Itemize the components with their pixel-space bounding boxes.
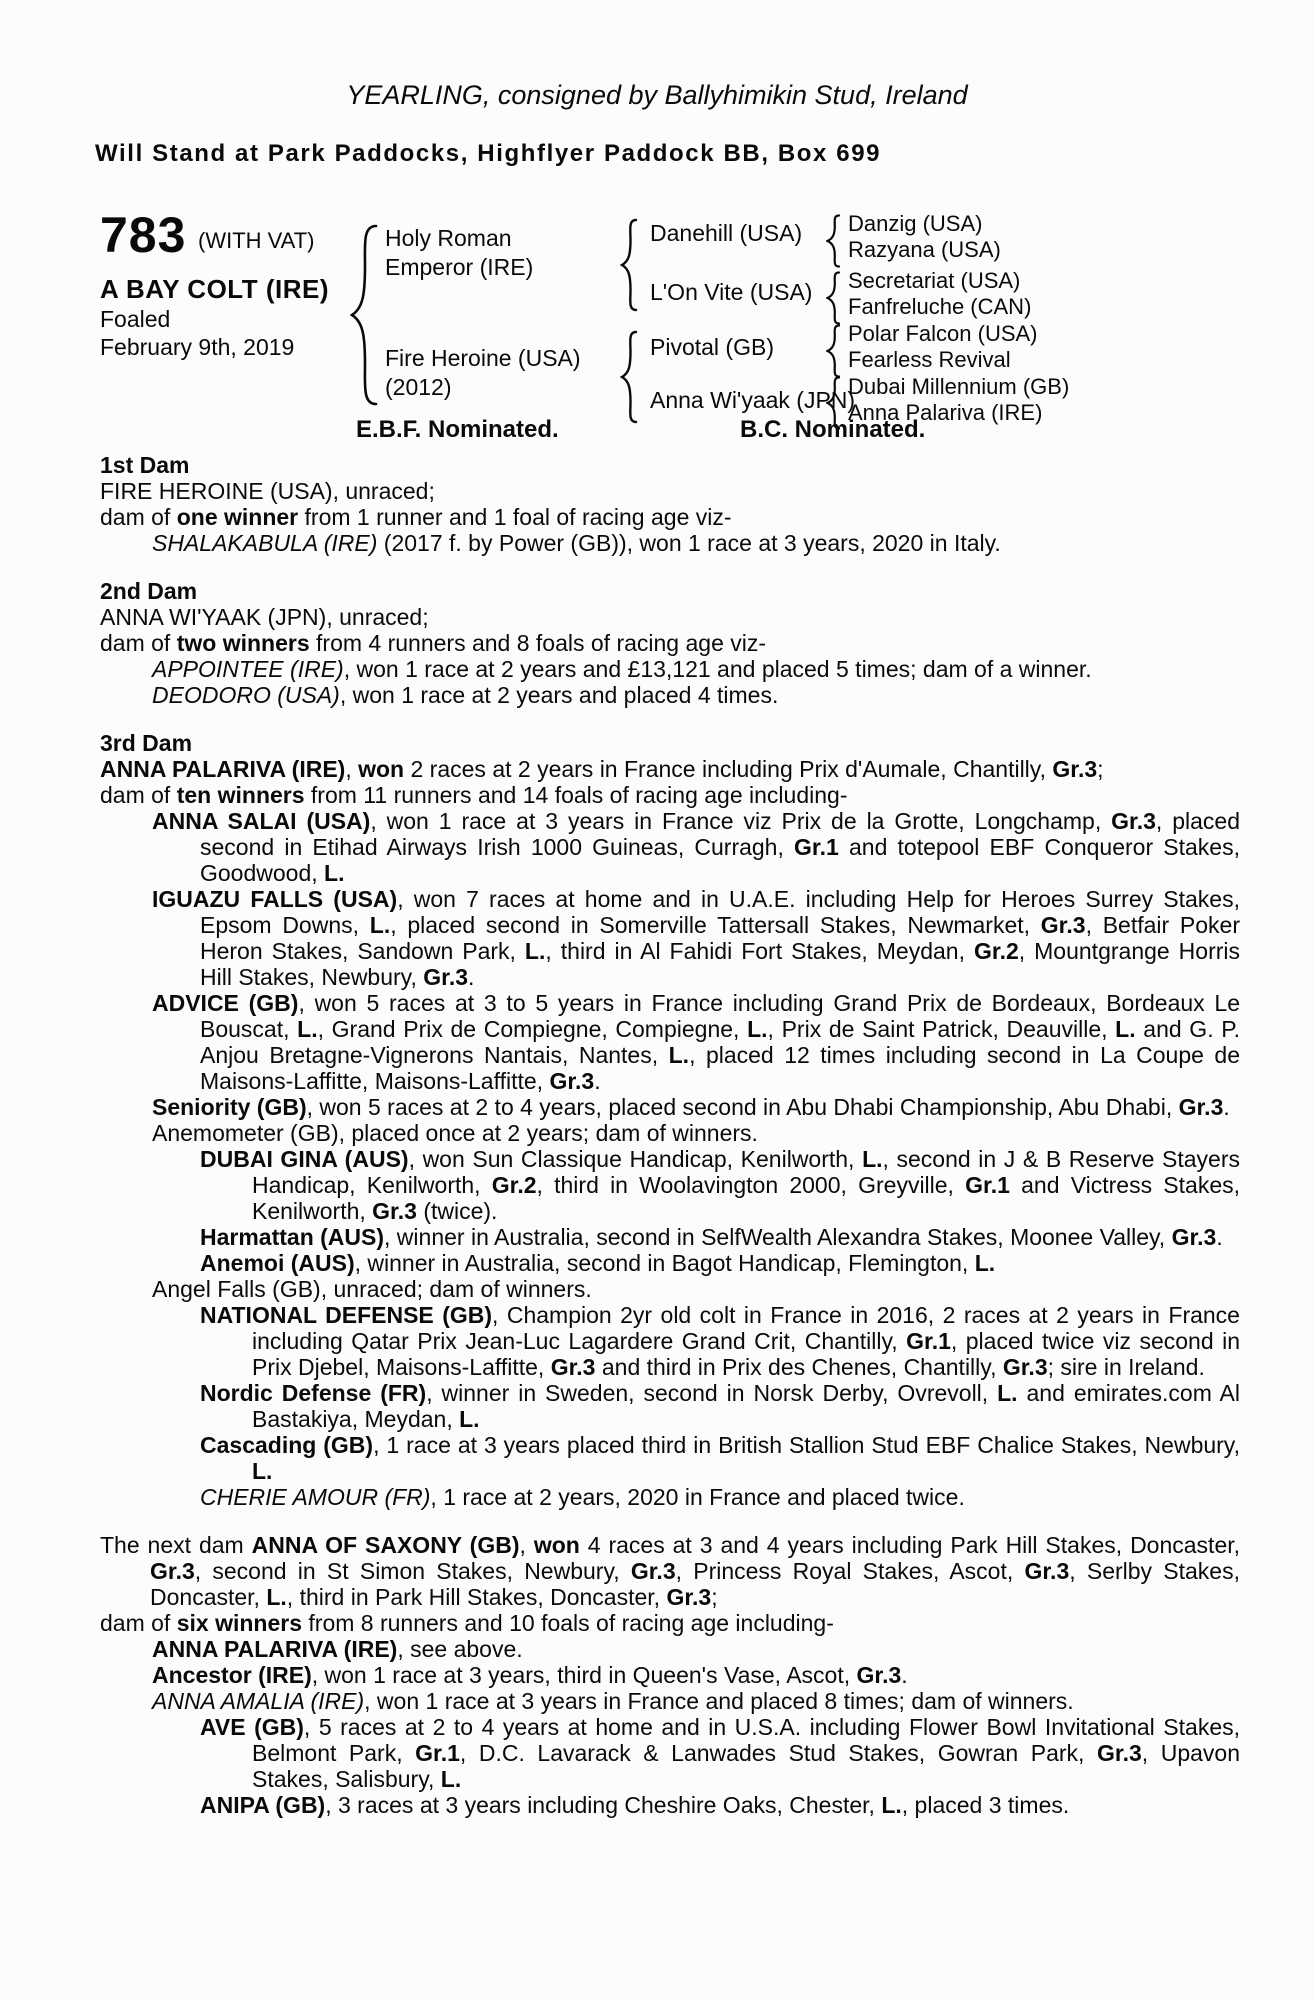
entry-anna-of-saxony: The next dam ANNA OF SAXONY (GB), won 4 races at 3 and 4 years including Park Hill Stakes, Doncaster, Gr.3, second in St Simon Stakes, Newbury, Gr.3, Princess Royal Stakes, Ascot, Gr.3, Serlby Stakes, Doncaster, L., third in Park Hill Stakes, Doncaster, Gr.3;: [100, 1532, 1241, 1610]
gen3-name: Razyana (USA): [848, 237, 1001, 262]
pedigree-brace-dam-parents: [620, 330, 638, 424]
entry-anemoi: Anemoi (AUS), winner in Australia, second in Bagot Handicap, Flemington, L.: [200, 1250, 996, 1276]
gen3-name: Fearless Revival: [848, 347, 1011, 372]
entry-shalakabula: SHALAKABULA (IRE) (2017 f. by Power (GB)), won 1 race at 3 years, 2020 in Italy.: [152, 530, 1001, 556]
dam-dam-name: Anna Wi'yaak (JPN): [650, 387, 856, 413]
dam-name-line-2: (2012): [385, 374, 452, 400]
entry-iguazu-falls: IGUAZU FALLS (USA), won 7 races at home and in U.A.E. including Help for Heroes Surrey Stakes, Epsom Downs, L., placed second in Somerville Tattersall Stakes, Newmarket, Gr.3, Betfair Poker Heron Stakes, Sandown Park, L., third in Al Fahidi Fort Stakes, Meydan, Gr.2, Mountgrange Horris Hill Stakes, Newbury, Gr.3.: [152, 886, 1241, 990]
entry-angel-falls: Angel Falls (GB), unraced; dam of winners.: [152, 1276, 592, 1302]
pedigree-brace-gen1: [350, 224, 378, 406]
ebf-nominated-note: E.B.F. Nominated.: [356, 416, 559, 443]
lot-description: A BAY COLT (IRE): [100, 274, 330, 304]
gen3-name: Polar Falcon (USA): [848, 321, 1038, 346]
bc-nominated-note: B.C. Nominated.: [740, 416, 926, 443]
sire-dam-parents: [848, 268, 1031, 320]
dam-sire-name: Pivotal (GB): [650, 334, 774, 360]
entry-anemometer: Anemometer (GB), placed once at 2 years; dam of winners.: [152, 1120, 758, 1146]
entry-ancestor: Ancestor (IRE), won 1 race at 3 years, third in Queen's Vase, Ascot, Gr.3.: [152, 1662, 908, 1688]
entry-anna-palariva: ANNA PALARIVA (IRE), won 2 races at 2 years in France including Prix d'Aumale, Chantilly, Gr.3;: [100, 756, 1104, 782]
gen3-name: Secretariat (USA): [848, 268, 1021, 293]
sire-name-line-1: Holy Roman: [385, 225, 512, 251]
heading-2nd-dam: 2nd Dam: [100, 578, 198, 604]
anna-palariva-produce-line: dam of ten winners from 11 runners and 14 foals of racing age including-: [100, 782, 848, 808]
page-title: YEARLING, consigned by Ballyhimikin Stud, Ireland: [346, 80, 968, 110]
pedigree-brace-gen3-1: [826, 214, 841, 268]
foaled-date: February 9th, 2019: [100, 334, 295, 360]
pedigree-brace-gen3-3: [826, 324, 841, 378]
entry-fire-heroine: FIRE HEROINE (USA), unraced;: [100, 478, 435, 504]
entry-anna-wiyaak: ANNA WI'YAAK (JPN), unraced;: [100, 604, 429, 630]
gen3-name: Anna Palariva (IRE): [848, 400, 1043, 425]
entry-cherie-amour: CHERIE AMOUR (FR), 1 race at 2 years, 2020 in France and placed twice.: [200, 1484, 965, 1510]
entry-advice: ADVICE (GB), won 5 races at 3 to 5 years in France including Grand Prix de Bordeaux, Bordeaux Le Bouscat, L., Grand Prix de Compiegne, Compiegne, L., Prix de Saint Patrick, Deauville, L. and G. P. Anjou Bretagne-Vignerons Nantais, Nantes, L., placed 12 times including second in La Coupe de Maisons-Laffitte, Maisons-Laffitte, Gr.3.: [152, 990, 1241, 1094]
entry-harmattan: Harmattan (AUS), winner in Australia, second in SelfWealth Alexandra Stakes, Moonee Valley, Gr.3.: [200, 1224, 1223, 1250]
entry-appointee: APPOINTEE (IRE), won 1 race at 2 years and £13,121 and placed 5 times; dam of a winner.: [152, 656, 1092, 682]
anna-of-saxony-produce-line: dam of six winners from 8 runners and 10 foals of racing age including-: [100, 1610, 834, 1636]
entry-nordic-defense: Nordic Defense (FR), winner in Sweden, second in Norsk Derby, Ovrevoll, L. and emirates.com Al Bastakiya, Meydan, L.: [200, 1380, 1240, 1432]
foaled-label: Foaled: [100, 306, 171, 332]
gen3-name: Fanfreluche (CAN): [848, 294, 1032, 319]
sire-name-line-2: Emperor (IRE): [385, 254, 534, 280]
anna-wiyaak-produce-line: dam of two winners from 4 runners and 8 foals of racing age viz-: [100, 630, 767, 656]
heading-1st-dam: 1st Dam: [100, 452, 190, 478]
sire-sire-name: Danehill (USA): [650, 220, 803, 246]
entry-seniority: Seniority (GB), won 5 races at 2 to 4 years, placed second in Abu Dhabi Championship, Abu Dhabi, Gr.3.: [152, 1094, 1230, 1120]
catalog-body: [100, 452, 1240, 1818]
dam-sire-parents: [848, 321, 1038, 373]
entry-anna-amalia: ANNA AMALIA (IRE), won 1 race at 3 years in France and placed 8 times; dam of winners.: [152, 1688, 1074, 1714]
stand-location-line: Will Stand at Park Paddocks, Highflyer Paddock BB, Box 699: [95, 140, 882, 167]
pedigree-brace-gen3-2: [826, 271, 841, 325]
fire-heroine-produce-line: dam of one winner from 1 runner and 1 foal of racing age viz-: [100, 504, 732, 530]
entry-deodoro: DEODORO (USA), won 1 race at 2 years and placed 4 times.: [152, 682, 779, 708]
sire-name: [385, 224, 533, 282]
sire-dam-name: L'On Vite (USA): [650, 279, 813, 305]
gen3-name: Dubai Millennium (GB): [848, 374, 1070, 399]
entry-anna-palariva-see-above: ANNA PALARIVA (IRE), see above.: [152, 1636, 523, 1662]
gen3-name: Danzig (USA): [848, 211, 983, 236]
pedigree-brace-sire-parents: [620, 218, 638, 312]
dam-name-line-1: Fire Heroine (USA): [385, 345, 581, 371]
vat-note: (WITH VAT): [198, 228, 315, 253]
entry-national-defense: NATIONAL DEFENSE (GB), Champion 2yr old colt in France in 2016, 2 races at 2 years in France including Qatar Prix Jean-Luc Lagardere Grand Crit, Chantilly, Gr.1, placed twice viz second in Prix Djebel, Maisons-Laffitte, Gr.3 and third in Prix des Chenes, Chantilly, Gr.3; sire in Ireland.: [200, 1302, 1240, 1380]
entry-anna-salai: ANNA SALAI (USA), won 1 race at 3 years in France viz Prix de la Grotte, Longchamp, Gr.3, placed second in Etihad Airways Irish 1000 Guineas, Curragh, Gr.1 and totepool EBF Conqueror Stakes, Goodwood, L.: [152, 808, 1240, 886]
lot-number: 783: [100, 207, 187, 263]
sire-sire-parents: [848, 211, 1001, 263]
entry-anipa: ANIPA (GB), 3 races at 3 years including Cheshire Oaks, Chester, L., placed 3 times.: [200, 1792, 1070, 1818]
entry-ave: AVE (GB), 5 races at 2 to 4 years at home and in U.S.A. including Flower Bowl Invitational Stakes, Belmont Park, Gr.1, D.C. Lavarack & Lanwades Stud Stakes, Gowran Park, Gr.3, Upavon Stakes, Salisbury, L.: [200, 1714, 1240, 1792]
entry-dubai-gina: DUBAI GINA (AUS), won Sun Classique Handicap, Kenilworth, L., second in J & B Reserve Stayers Handicap, Kenilworth, Gr.2, third in Woolavington 2000, Greyville, Gr.1 and Victress Stakes, Kenilworth, Gr.3 (twice).: [200, 1146, 1241, 1224]
heading-3rd-dam: 3rd Dam: [100, 730, 193, 756]
entry-cascading: Cascading (GB), 1 race at 3 years placed third in British Stallion Stud EBF Chalice Stakes, Newbury, L.: [200, 1432, 1240, 1484]
dam-name: [385, 344, 581, 402]
